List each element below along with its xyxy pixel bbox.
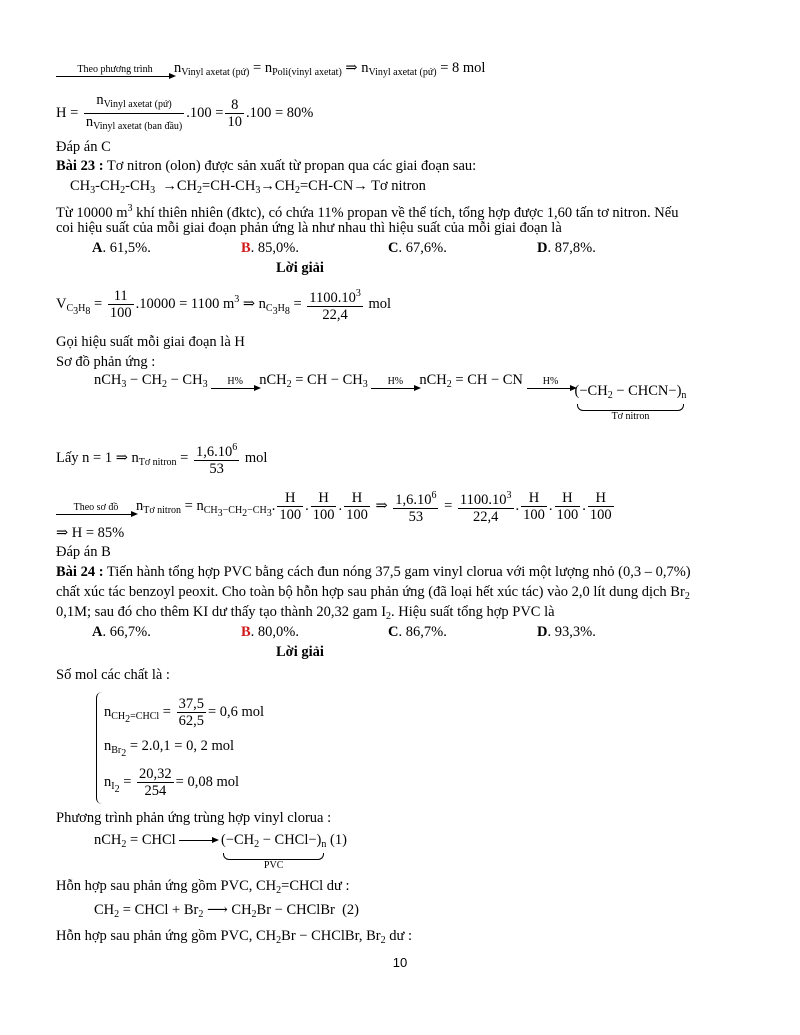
reaction-arrow: H% [527,376,575,389]
bromination-equation: $CH_2$ = CHCl + $Br_2$ ⟶ $CH_2Br$ − CHClBr (2) [94,902,359,920]
option-b: B. 80,0%. [241,624,300,640]
scheme-intro: Sơ đồ phản ứng : [56,354,156,370]
solution-title: Lời giải [276,644,324,660]
fraction: $\frac{1,6.10^6}{53}$ [195,442,238,477]
option-a: A. 66,7%. [92,624,151,640]
equation-text: $n_{Vinyl axetat (pứ)} = n_{Poli(vinyl axetat)}$ ⇒ $n_{Vinyl axetat (pứ)} = 8$ mol [174,60,486,78]
fraction: $\frac{n_{Vinyl axetat (pứ)}}{n_{Vinyl axetat (ban đầu)}}$ [85,92,183,132]
option-b: B. 85,0%. [241,240,300,256]
result-h: ⇒ H = 85% [56,525,125,541]
poly-intro: Phương trình phản ứng trùng hợp vinyl clorua : [56,810,332,826]
mixture-text-1: Hỗn hợp sau phản ứng gồm PVC, $CH_2=CHCl$ dư : [56,878,350,896]
solution-title: Lời giải [276,260,324,276]
polymerization-equation: nCH$_2$ = CHCl ($-CH_2$ − $CHCl-)_n$ PVC (1) [94,832,347,871]
problem-23-scheme: $CH_3-CH_2-CH_3 \to CH_2=CH-CH_3\to CH_2=CH-CN\to$ Tơ nitron [70,178,426,196]
option-d: D. 87,8%. [537,240,596,256]
problem-23-heading: Bài 23 : Tơ nitron (olon) được sản xuất từ propan qua các giai đoạn sau: [56,158,477,174]
option-a: A. 61,5%. [92,240,151,256]
arrow-label: Theo phương trình [77,64,153,75]
problem-24-line2: chất xúc tác benzoyl peoxit. Cho toàn bộ hỗn hợp sau phản ứng (đã loại hết xúc tác) vào 2,0 lít dung dịch $Br_2$ [56,584,690,602]
problem-24-line1: Bài 24 : Tiến hành tổng hợp PVC bằng cách đun nóng 37,5 gam vinyl clorua với một lượng nhỏ (0,3 – 0,7%) [56,564,691,580]
system-eq-vinyl-chloride: $n_{CH_2=CHCl}$ = $\frac{37,5}{62,5}$ = 0,6 mol [104,696,265,729]
reaction-arrow: H% [211,376,259,389]
problem-24-line3: 0,1M; sau đó cho thêm KI dư thấy tạo thành 20,32 gam $I_2$. Hiệu suất tổng hợp PVC là [56,604,555,622]
h-intro: Gọi hiệu suất mỗi giai đoạn là H [56,334,245,350]
reaction-scheme: $nCH_3 - CH_2 - CH_3$ H% nCH$_2$ = CH − $CH_3$ H% nCH$_2$ = CH − CN H% ($-CH_2$ − $CHCN-)_n$ Tơ nitron [94,372,687,422]
equation-yield-h: H = $\frac{n_{Vinyl axetat (pứ)}}{n_{Vinyl axetat (ban đầu)}}$ .100 = $\frac{8}{10}$ .100 = 80% [56,92,313,135]
mol-intro: Số mol các chất là : [56,667,170,683]
answer-text: Đáp án B [56,544,111,560]
system-eq-i2: $n_{I_2}$ = $\frac{20,32}{254}$ = 0,08 mol [104,766,240,799]
fraction: $\frac{8}{10}$ [227,97,242,130]
problem-23-line1: Từ 10000 $m^3$ khí thiên nhiên (đktc), có chứa 11% propan về thể tích, tổng hợp được 1,60 tấn tơ nitron. Nếu [56,203,679,221]
option-d: D. 93,3%. [537,624,596,640]
mixture-text-2: Hỗn hợp sau phản ứng gồm PVC, $CH_2Br$ − CHClBr, $Br_2$ dư : [56,928,412,946]
page-number: 10 [392,955,408,970]
answer-text: Đáp án C [56,139,111,155]
option-c: C. 67,6%. [388,240,447,256]
reaction-arrow: H% [371,376,419,389]
equation-vinyl-acetate-moles [56,60,485,81]
fraction: $\frac{1100.10^3}{22,4}$ [309,288,361,323]
option-c: C. 86,7%. [388,624,447,640]
equation-scheme-relation: Theo sơ đồ $n_{Tơ nitron} = n_{CH_3-CH_2-CH_3}$. $\frac{H}{100}$ . $\frac{H}{100}$ . $\frac{H}{100}$ ⇒ $\frac{1,6.10^6}{53}$ = $\frac{1100.10^3}{22,4}$ . $\frac{H}{100}$ . $\frac{H}{100}$ . $\frac{H}{100}$ [56,488,616,525]
fraction: $\frac{11}{100}$ [109,288,132,321]
product-brace: ($-CH_2$ − $CHCN-)_n$ Tơ nitron [574,383,687,422]
problem-23-line2: coi hiệu suất của mỗi giai đoạn phản ứng là như nhau thì hiệu suất của mỗi giai đoạn là [56,220,562,236]
system-eq-br2: $n_{Br_2} = 2.0,1 = 0$, 2 mol [104,738,235,759]
equation-propane-volume: $V_{C_3H_8}$ = $\frac{11}{100}$ .10000 = 1100 $m^3$ ⇒ $n_{C_3H_8}$ = $\frac{1100.10^3}{22,4}$ mol [56,288,392,323]
equation-nitron-moles: Lấy n = 1 ⇒ $n_{Tơ nitron}$ = $\frac{1,6.10^6}{53}$ mol [56,442,268,477]
